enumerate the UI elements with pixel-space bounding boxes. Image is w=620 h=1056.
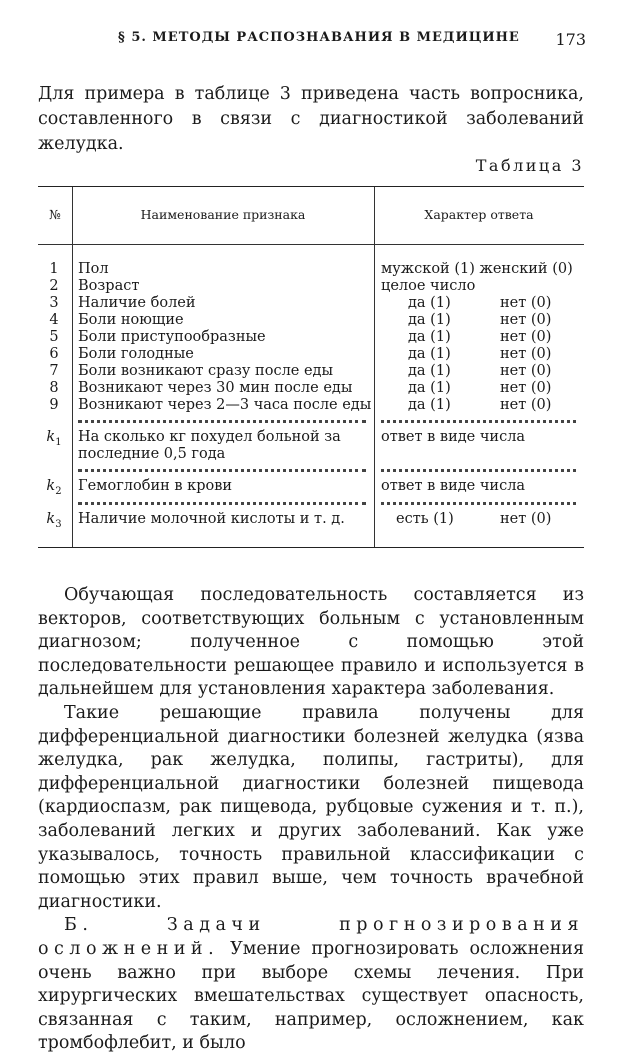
row-name: Боли ноющие <box>78 312 184 328</box>
table-caption: Таблица 3 <box>475 156 584 175</box>
row-number: 4 <box>49 312 59 328</box>
row-yes: да (1) <box>408 312 451 328</box>
header-divider <box>38 244 584 245</box>
column-divider <box>374 187 375 547</box>
row-number: $k_3$ <box>46 511 62 530</box>
row-name: Возникают через 30 мин после еды <box>78 380 353 396</box>
ellipsis-row <box>381 420 576 423</box>
page-number: 173 <box>555 30 586 49</box>
paragraph-text: Умение прогнозировать осложнения очень важно при выборе схемы лечения. При хирургических вмешательствах существует опасность, связанная с таким, например, осложнением, как тромбофлебит, и было <box>38 938 584 1054</box>
row-no: нет (0) <box>500 312 552 328</box>
column-divider <box>72 187 73 547</box>
row-yes: да (1) <box>408 363 451 379</box>
ellipsis-row <box>381 502 576 505</box>
row-answer: мужской (1) женский (0) <box>381 261 573 277</box>
row-number: $k_1$ <box>46 429 62 448</box>
row-no: нет (0) <box>500 363 552 379</box>
row-answer: ответ в виде числа <box>381 429 526 445</box>
row-name: Пол <box>78 261 109 277</box>
row-name: Наличие болей <box>78 295 196 311</box>
row-yes: да (1) <box>408 380 451 396</box>
section-heading: Б. Задачи прогнозирования осложнений. <box>38 915 584 959</box>
header-title: § 5. МЕТОДЫ РАСПОЗНАВАНИЯ В МЕДИЦИНЕ <box>118 30 520 45</box>
row-name: На сколько кг похудел больной за последние 0,5 года <box>78 429 341 462</box>
ellipsis-row <box>78 420 366 423</box>
paragraph <box>38 914 584 1056</box>
paragraph: Такие решающие правила получены для дифференциальной диагностики болезней желудка (язва желудка, рак желудка, полипы, гастриты), для дифференциальной диагностики болезней пищевода (кардиоспазм, рак пищевода, рубцовые сужения и т. п.), заболеваний легких и других заболеваний. Как уже указывалось, точность правильной классификации с помощью этих правил выше, чем точность врачебной диагностики. <box>38 702 584 912</box>
row-number: 2 <box>49 278 59 294</box>
row-name: Возникают через 2—3 часа после еды <box>78 397 372 413</box>
row-name: Наличие молочной кислоты и т. д. <box>78 511 345 527</box>
intro-paragraph: Для примера в таблице 3 приведена часть вопросника, составленного в связи с диагностикой заболеваний желудка. <box>38 84 584 154</box>
row-answer: целое число <box>381 278 476 294</box>
row-name: Боли возникают сразу после еды <box>78 363 334 379</box>
row-no: нет (0) <box>500 295 552 311</box>
row-no: нет (0) <box>500 329 552 345</box>
row-number: 3 <box>49 295 59 311</box>
row-number: 5 <box>49 329 59 345</box>
row-name: Гемоглобин в крови <box>78 478 233 494</box>
header-name: Наименование признака <box>140 207 306 222</box>
row-yes: есть (1) <box>396 511 454 527</box>
row-answer: ответ в виде числа <box>381 478 526 494</box>
row-number: $k_2$ <box>46 478 62 497</box>
row-name: Боли голодные <box>78 346 194 362</box>
ellipsis-row <box>381 469 576 472</box>
row-name: Боли приступообразные <box>78 329 266 345</box>
row-number: 8 <box>49 380 59 396</box>
body-text <box>38 584 584 1056</box>
row-yes: да (1) <box>408 295 451 311</box>
row-name: Возраст <box>78 278 140 294</box>
questionnaire-table <box>38 186 584 548</box>
row-number: 1 <box>49 261 59 277</box>
row-yes: да (1) <box>408 346 451 362</box>
row-number: 6 <box>49 346 59 362</box>
header-answer: Характер ответа <box>424 207 534 222</box>
row-no: нет (0) <box>500 346 552 362</box>
row-no: нет (0) <box>500 397 552 413</box>
row-number: 9 <box>49 397 59 413</box>
row-yes: да (1) <box>408 329 451 345</box>
paragraph: Обучающая последовательность составляется из векторов, соответствующих больным с установленным диагнозом; полученное с помощью этой последовательности решающее правило и используется в дальнейшем для установления характера заболевания. <box>38 585 584 700</box>
ellipsis-row <box>78 502 366 505</box>
row-number: 7 <box>49 363 59 379</box>
row-no: нет (0) <box>500 511 552 527</box>
row-yes: да (1) <box>408 397 451 413</box>
ellipsis-row <box>78 469 366 472</box>
header-num: № <box>49 207 61 222</box>
running-header <box>118 30 586 49</box>
row-no: нет (0) <box>500 380 552 396</box>
